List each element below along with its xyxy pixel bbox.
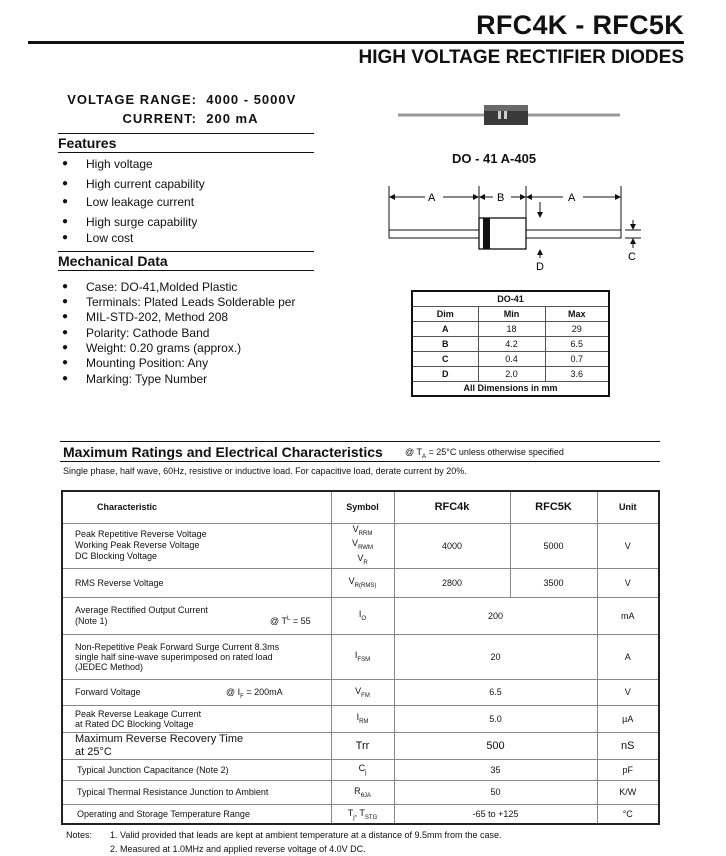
- col-unit: Unit: [597, 491, 659, 523]
- col-symbol: Symbol: [331, 491, 394, 523]
- dim-table-footer: All Dimensions in mm: [412, 381, 609, 396]
- voltage-range-value: 4000 - 5000V: [206, 92, 297, 107]
- col-rfc4k: RFC4k: [394, 491, 510, 523]
- current-value: 200 mA: [206, 111, 259, 126]
- dim-label-d: D: [536, 261, 544, 273]
- notes: [66, 828, 502, 856]
- col-rfc5k: RFC5K: [510, 491, 597, 523]
- note-2: 2. Measured at 1.0MHz and applied reverse voltage of 4.0V DC.: [110, 844, 366, 854]
- mechanical-item: ● MIL-STD-202, Method 208: [62, 309, 295, 325]
- table-row: B 4.2 6.5: [412, 336, 609, 351]
- max-ratings-note: Single phase, half wave, 60Hz, resistive or inductive load. For capacitive load, derate current by 20%.: [63, 466, 467, 476]
- mechanical-bottom-rule: [58, 270, 314, 271]
- package-outline-diagram: [385, 180, 645, 275]
- document-title: RFC4K - RFC5K: [476, 10, 684, 40]
- features-list: [62, 156, 205, 248]
- ratings-bottom-rule: [60, 461, 660, 462]
- max-ratings-condition: @ $T_A = 25^\circ C$ unless otherwise specified: [405, 447, 564, 460]
- diode-image: [398, 100, 620, 130]
- notes-label: Notes:: [66, 830, 93, 840]
- dim-label-b: B: [497, 192, 505, 204]
- table-row: A 18 29: [412, 321, 609, 336]
- table-row: Non-Repetitive Peak Forward Surge Current 8.3ms single half sine-wave superimposed on rated load (JEDEC Method) $I_{FSM}$ 20 A: [62, 634, 659, 679]
- dim-label-a: A: [428, 192, 436, 204]
- table-row: C 0.4 0.7: [412, 351, 609, 366]
- feature-item: ● High voltage: [62, 156, 205, 176]
- note-1: 1. Valid provided that leads are kept at ambient temperature at a distance of 9.5mm from the case.: [110, 830, 502, 840]
- dim-col-min: Min: [478, 306, 545, 321]
- mechanical-heading: Mechanical Data: [58, 253, 168, 269]
- features-top-rule: [58, 133, 314, 134]
- features-heading: Features: [58, 135, 117, 151]
- table-row: Operating and Storage Temperature Range $T_j$, $T_{STG}$ -65 to +125 °C: [62, 804, 659, 824]
- feature-item: ● Low leakage current: [62, 194, 205, 214]
- document-subtitle: HIGH VOLTAGE RECTIFIER DIODES: [358, 47, 684, 68]
- mechanical-item: ● Terminals: Plated Leads Solderable per: [62, 294, 295, 309]
- ratings-top-rule: [60, 441, 660, 442]
- mechanical-top-rule: [58, 251, 314, 252]
- table-row: Forward Voltage @ $I_F = 200mA$ $V_{FM}$ 6.5 V: [62, 679, 659, 705]
- dim-table-title: DO-41: [412, 291, 609, 306]
- voltage-range-label: VOLTAGE RANGE:: [67, 92, 197, 107]
- table-row: RMS Reverse Voltage $V_{R(RMS)}$ 2800 3500 V: [62, 568, 659, 597]
- features-bottom-rule: [58, 152, 314, 153]
- max-ratings-title: Maximum Ratings and Electrical Characteristics: [63, 444, 383, 460]
- dim-label-c: C: [628, 251, 636, 263]
- max-ratings-table: [61, 490, 660, 825]
- table-row: Typical Thermal Resistance Junction to Ambient $R_{\theta JA}$ 50 K/W: [62, 780, 659, 804]
- feature-item: ● Low cost: [62, 230, 205, 248]
- current-label: CURRENT:: [122, 111, 197, 126]
- package-label: DO - 41 A-405: [452, 151, 537, 166]
- dim-label-a-right: A: [568, 192, 576, 204]
- col-characteristic: Characteristic: [62, 491, 331, 523]
- table-row: Maximum Reverse Recovery Time at 25°C Trr 500 nS: [62, 732, 659, 759]
- mechanical-item: ● Case: DO-41,Molded Plastic: [62, 279, 295, 294]
- table-row: Typical Junction Capacitance (Note 2) $C_j$ 35 pF: [62, 759, 659, 780]
- mechanical-item: ● Polarity: Cathode Band: [62, 325, 295, 340]
- table-row: Average Rectified Output Current (Note 1) @ $T^L = 55$ $I_O$ 200 mA: [62, 597, 659, 634]
- table-row: D 2.0 3.6: [412, 366, 609, 381]
- table-row: Peak Reverse Leakage Current at Rated DC Blocking Voltage $I_{RM}$ 5.0 µA: [62, 705, 659, 732]
- feature-item: ● High current capability: [62, 176, 205, 194]
- table-row: Peak Repetitive Reverse Voltage Working Peak Reverse Voltage DC Blocking Voltage $V_{RRM}$ $V_{RWM}$ $V_R$ 4000 5000 V: [62, 523, 659, 568]
- mechanical-list: [62, 279, 295, 389]
- dim-col-max: Max: [545, 306, 609, 321]
- ratings-summary: [55, 90, 296, 128]
- feature-item: ● High surge capability: [62, 214, 205, 230]
- dim-col-dim: Dim: [412, 306, 478, 321]
- dimensions-table: [411, 290, 610, 397]
- mechanical-item: ● Mounting Position: Any: [62, 355, 295, 371]
- mechanical-item: ● Weight: 0.20 grams (approx.): [62, 340, 295, 355]
- mechanical-item: ● Marking: Type Number: [62, 371, 295, 389]
- title-rule: [28, 41, 684, 44]
